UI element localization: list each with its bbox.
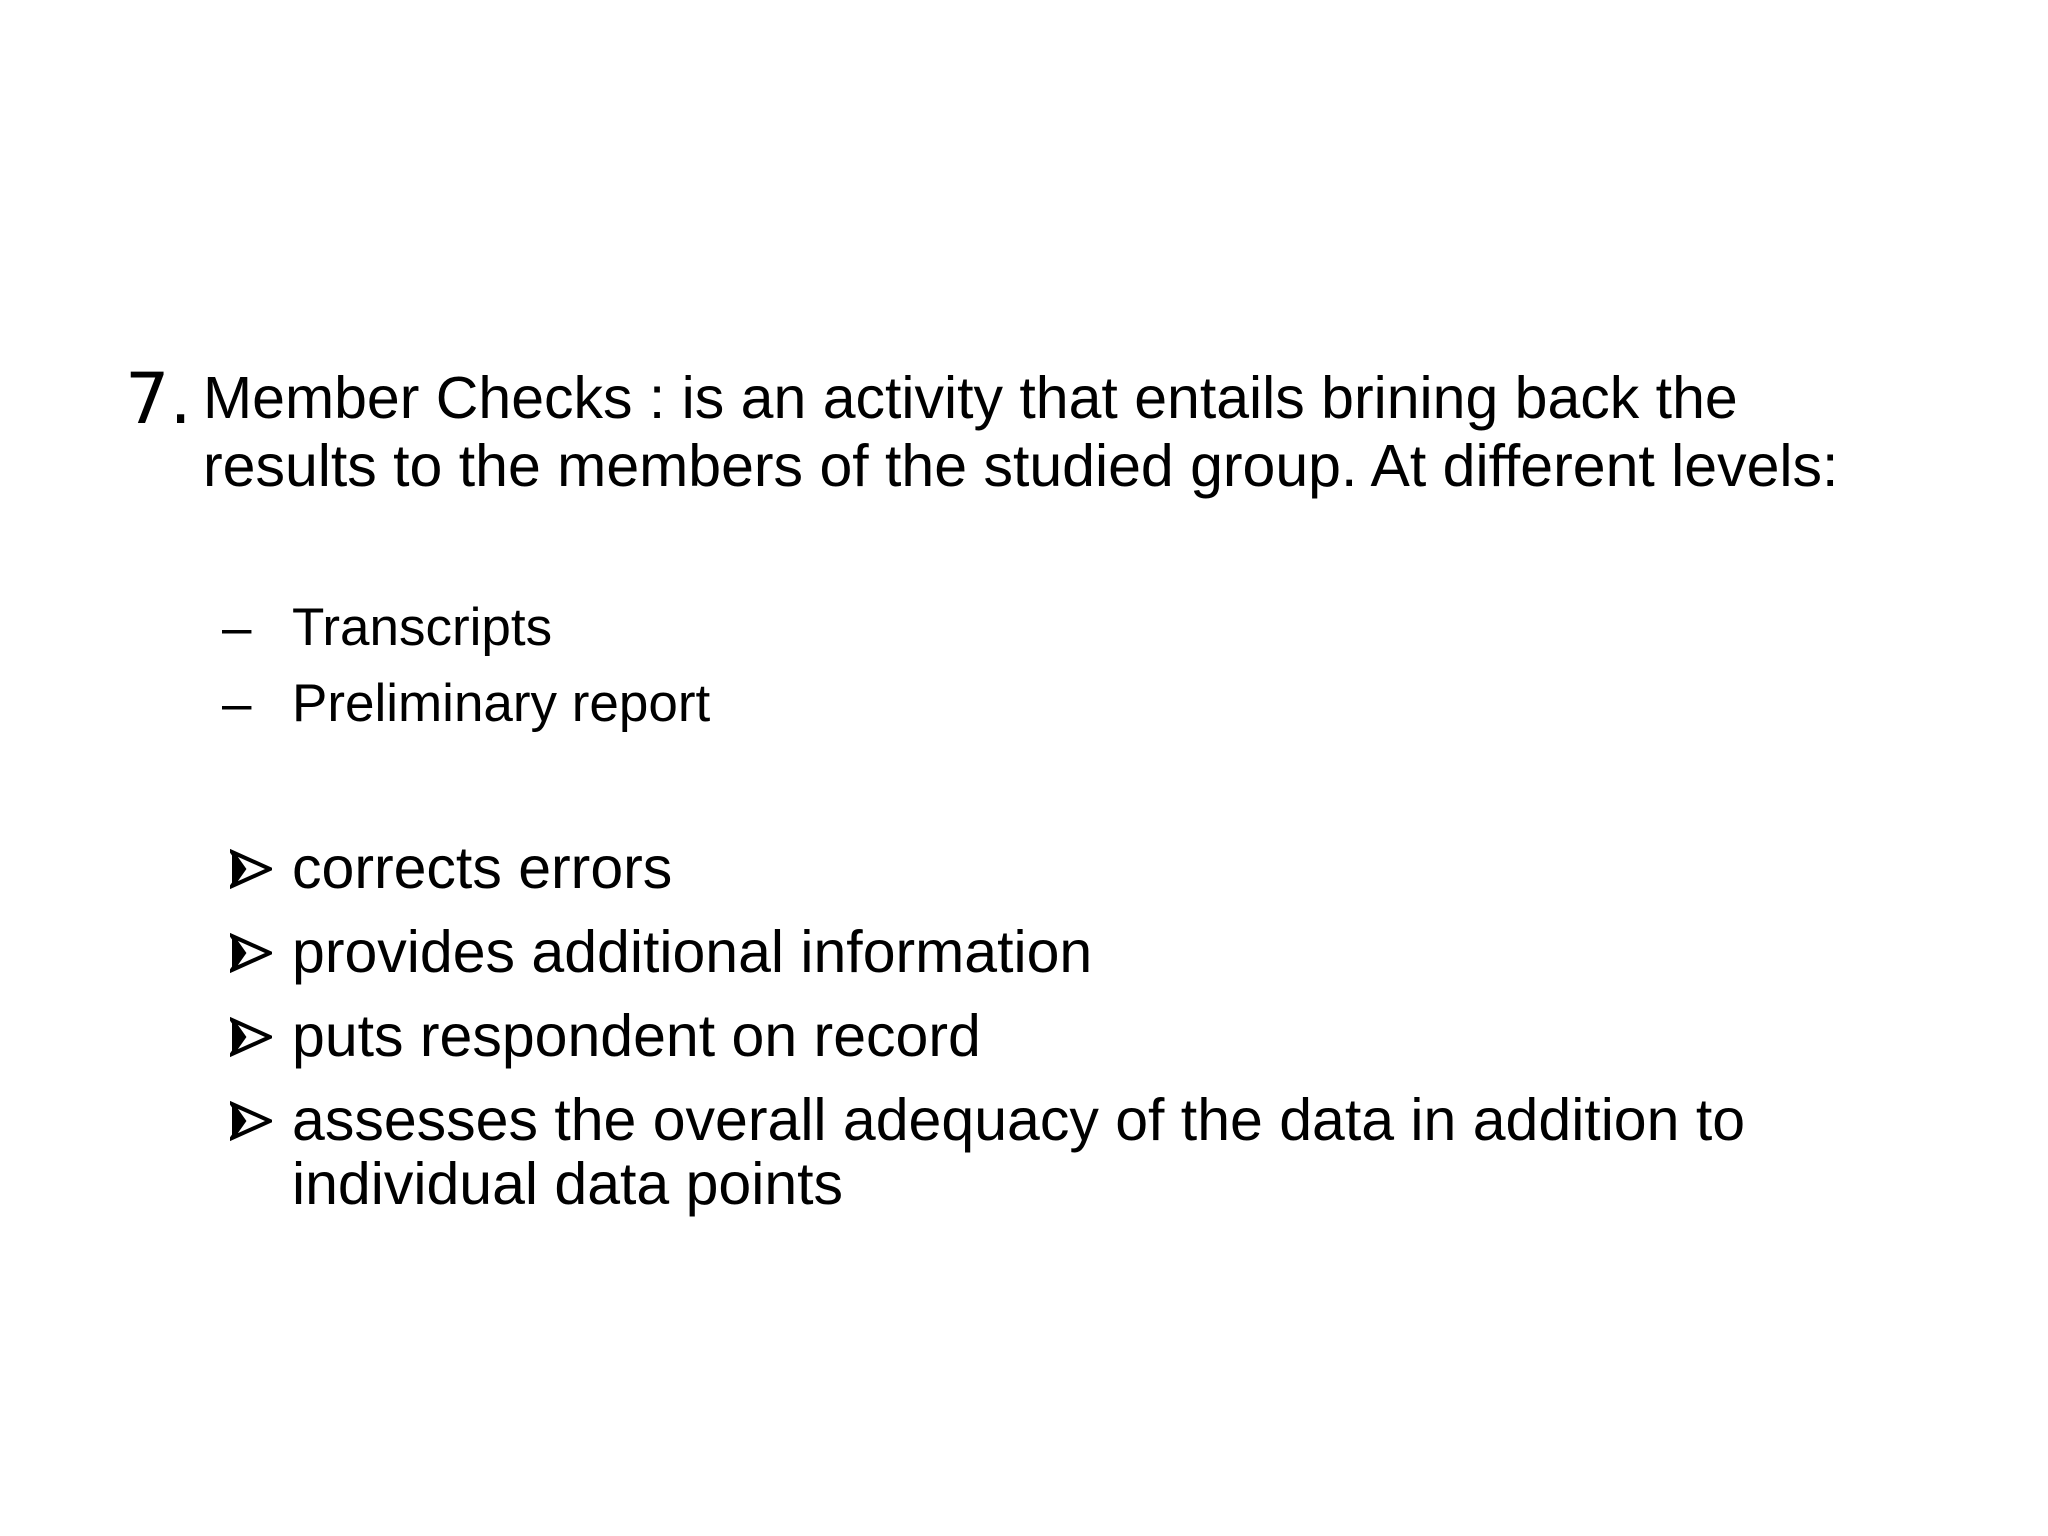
- level-label: Transcripts: [292, 598, 553, 657]
- dash-bullet: –: [222, 598, 252, 657]
- arrow-bullet-icon: [230, 1016, 272, 1058]
- benefits-list: [230, 836, 1930, 1236]
- main-list-item: [125, 358, 1885, 500]
- benefit-label: corrects errors: [292, 835, 673, 901]
- item-number: 7.: [125, 358, 192, 440]
- dash-bullet: –: [222, 674, 252, 733]
- list-item: [230, 920, 1930, 984]
- arrow-bullet-icon: [230, 848, 272, 890]
- list-item: [230, 836, 1930, 900]
- list-item: [230, 1088, 1930, 1216]
- benefit-label: puts respondent on record: [292, 1003, 981, 1069]
- arrow-bullet-icon: [230, 1100, 272, 1142]
- benefit-label: provides additional information: [292, 919, 1093, 985]
- benefit-label: assesses the overall adequacy of the data in addition to individual data points: [292, 1087, 1746, 1217]
- list-item: [230, 1004, 1930, 1068]
- item-text: Member Checks : is an activity that entails brining back the results to the members of the studied group. At different levels:: [203, 365, 1839, 499]
- arrow-bullet-icon: [230, 932, 272, 974]
- level-label: Preliminary report: [292, 674, 711, 733]
